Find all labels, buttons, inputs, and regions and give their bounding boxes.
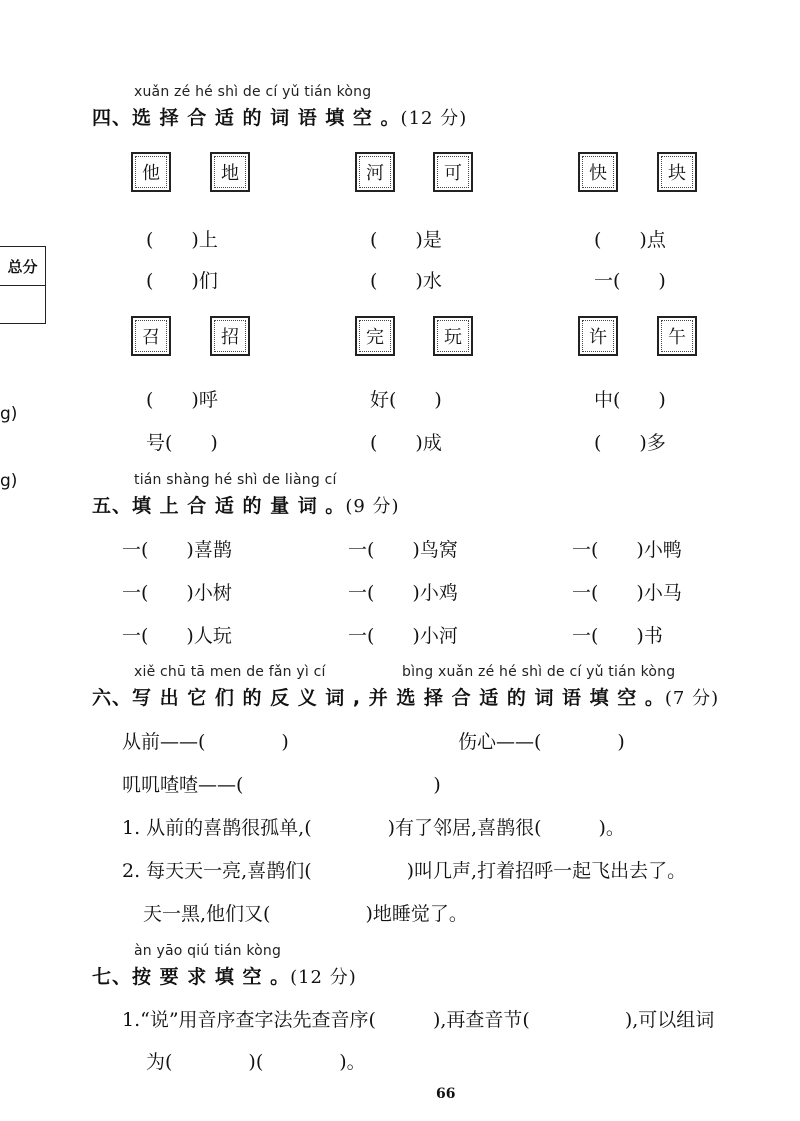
fill-blank[interactable]: 一( ) <box>594 270 666 292</box>
section6-pinyin-1: xiě chū tā men de fǎn yì cí <box>134 664 326 680</box>
char-card: 召 <box>131 316 171 356</box>
section4-title-text: 四、选 择 合 适 的 词 语 填 空 。 <box>92 107 401 129</box>
measure-blank[interactable]: 一( )喜鹊 <box>122 539 232 561</box>
measure-blank[interactable]: 一( )小马 <box>572 582 682 604</box>
fill-blank[interactable]: ( )是 <box>370 229 442 251</box>
section6-points: (7 分) <box>664 688 720 709</box>
page-number: 66 <box>436 1086 456 1102</box>
fill-blank[interactable]: ( )呼 <box>146 389 218 411</box>
char-card: 许 <box>578 316 618 356</box>
section5-pinyin: tián shàng hé shì de liàng cí <box>134 472 337 488</box>
dictionary-q1-line2[interactable]: 为( )( )。 <box>146 1051 366 1073</box>
measure-blank[interactable]: 一( )小鸡 <box>348 582 458 604</box>
char-card: 玩 <box>433 316 473 356</box>
fill-blank[interactable]: ( )水 <box>370 270 442 292</box>
char-card: 他 <box>131 152 171 192</box>
margin-fragment: g) <box>0 404 18 424</box>
sentence-q2-line1[interactable]: 2. 每天天一亮,喜鹊们( )叫几声,打着招呼一起飞出去了。 <box>122 860 687 882</box>
section6-pinyin-2: bìng xuǎn zé hé shì de cí yǔ tián kòng <box>402 664 676 680</box>
char-card: 可 <box>433 152 473 192</box>
char-card: 完 <box>355 316 395 356</box>
section6-title-text: 六、写 出 它 们 的 反 义 词 , 并 选 择 合 适 的 词 语 填 空 。 <box>92 687 665 709</box>
fill-blank[interactable]: 号( ) <box>146 432 218 454</box>
fill-blank[interactable]: 中( ) <box>594 389 666 411</box>
section4-title <box>92 103 467 130</box>
antonym-blank[interactable]: 伤心——( ) <box>458 731 625 753</box>
measure-blank[interactable]: 一( )书 <box>572 625 663 647</box>
section5-points: (9 分) <box>345 496 400 517</box>
section7-points: (12 分) <box>290 967 357 988</box>
char-card: 招 <box>210 316 250 356</box>
fill-blank[interactable]: ( )成 <box>370 432 442 454</box>
score-box <box>0 246 46 324</box>
margin-fragment: g) <box>0 471 18 491</box>
measure-blank[interactable]: 一( )小树 <box>122 582 232 604</box>
sentence-q2-line2[interactable]: 天一黑,他们又( )地睡觉了。 <box>143 903 468 925</box>
measure-blank[interactable]: 一( )人玩 <box>122 625 232 647</box>
fill-blank[interactable]: 好( ) <box>370 389 442 411</box>
dictionary-q1-line1[interactable]: 1.“说”用音序查字法先查音序( ),再查音节( ),可以组词 <box>122 1009 715 1031</box>
char-card: 午 <box>657 316 697 356</box>
char-card: 块 <box>657 152 697 192</box>
section7-title-text: 七、按 要 求 填 空 。 <box>92 966 291 988</box>
char-card: 地 <box>210 152 250 192</box>
section5-title-text: 五、填 上 合 适 的 量 词 。 <box>92 495 346 517</box>
sentence-q1[interactable]: 1. 从前的喜鹊很孤单,( )有了邻居,喜鹊很( )。 <box>122 817 625 839</box>
section5-title <box>92 491 400 518</box>
section7-pinyin: àn yāo qiú tián kòng <box>134 943 282 959</box>
section4-pinyin: xuǎn zé hé shì de cí yǔ tián kòng <box>134 84 372 100</box>
char-card: 河 <box>355 152 395 192</box>
section6-title <box>92 683 719 710</box>
score-label: 总分 <box>0 247 45 286</box>
antonym-blank[interactable]: 从前——( ) <box>122 731 289 753</box>
section7-title <box>92 962 357 989</box>
fill-blank[interactable]: ( )点 <box>594 229 666 251</box>
fill-blank[interactable]: ( )多 <box>594 432 666 454</box>
char-card: 快 <box>578 152 618 192</box>
fill-blank[interactable]: ( )们 <box>146 270 218 292</box>
antonym-blank[interactable]: 叽叽喳喳——( ) <box>122 774 441 796</box>
measure-blank[interactable]: 一( )鸟窝 <box>348 539 458 561</box>
fill-blank[interactable]: ( )上 <box>146 229 218 251</box>
measure-blank[interactable]: 一( )小河 <box>348 625 458 647</box>
measure-blank[interactable]: 一( )小鸭 <box>572 539 682 561</box>
section4-points: (12 分) <box>400 108 468 129</box>
